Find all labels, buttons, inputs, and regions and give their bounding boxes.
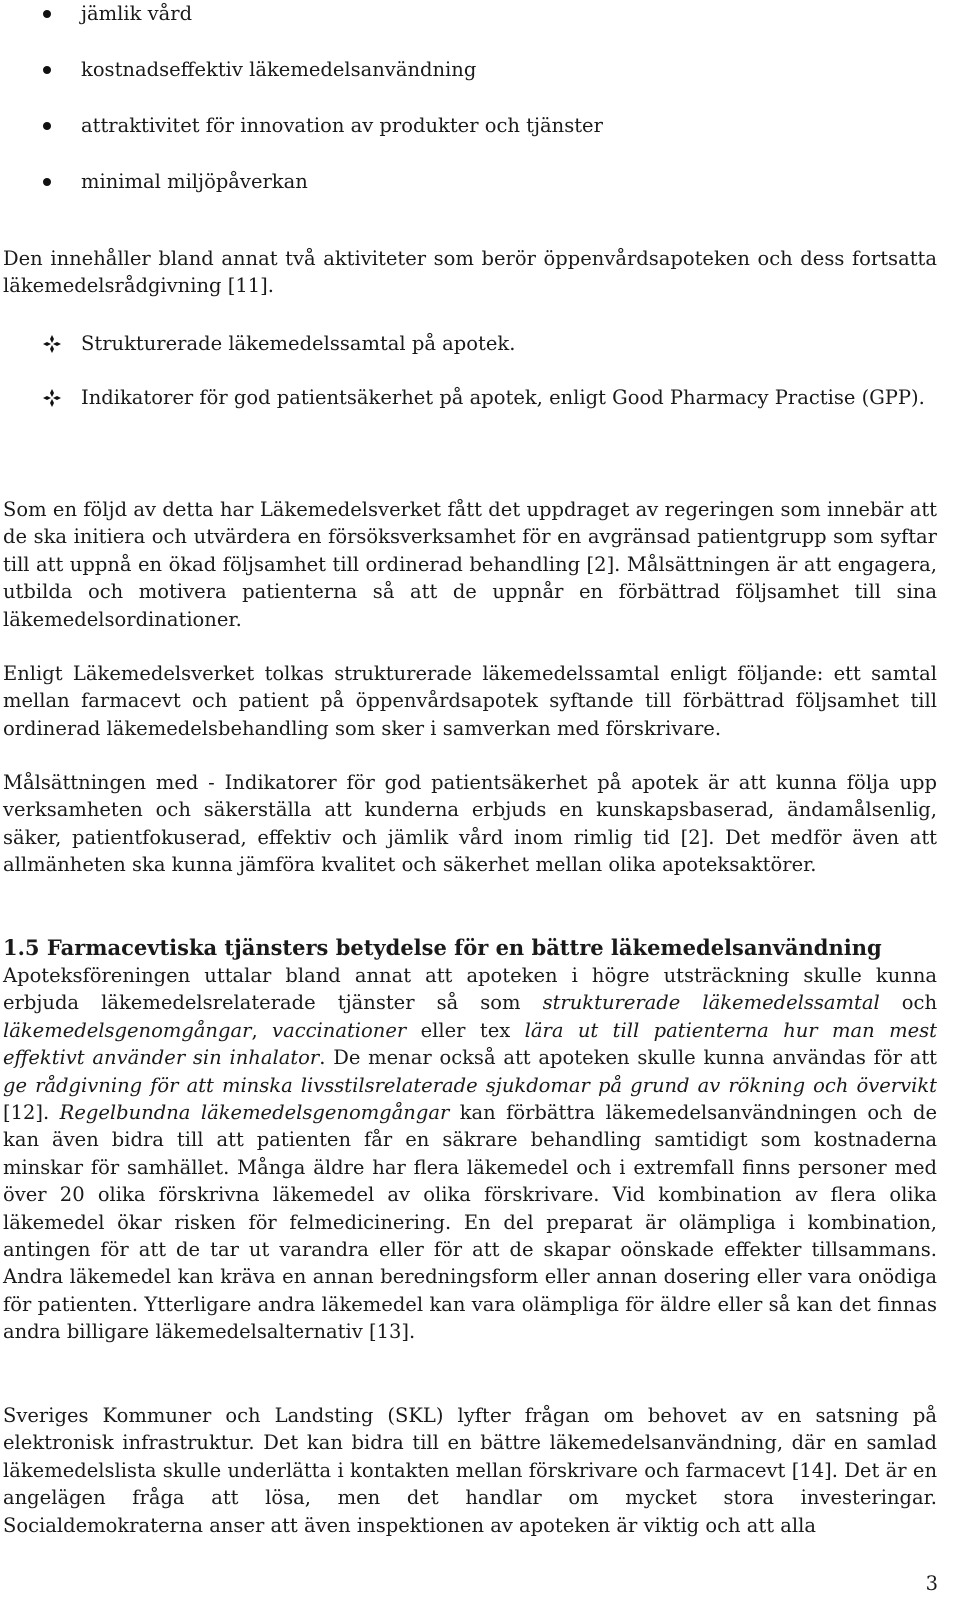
list-item [3, 0, 937, 56]
italic-text-run: läkemedelsgenomgångar [3, 1018, 252, 1042]
diamond-bullet-icon [43, 335, 61, 353]
page-number: 3 [925, 1572, 938, 1595]
bullet-icon [43, 66, 51, 74]
diamond-bullet-icon [43, 389, 61, 407]
text-run: . De menar också att apoteken skulle kunna användas för att [319, 1046, 937, 1070]
text-run: , [251, 1018, 273, 1042]
list-item-text: kostnadseffektiv läkemedelsanvändning [81, 58, 477, 81]
italic-text-run: Regelbundna läkemedelsgenomgångar [59, 1101, 450, 1125]
italic-text-run: lära ut till patienterna hur man mest effektivt använder sin inhalator [3, 1018, 937, 1070]
section-heading [3, 933, 937, 963]
list-item-text: Strukturerade läkemedelssamtal på apotek. [81, 332, 516, 355]
body-paragraph: Enligt Läkemedelsverket tolkas strukturerade läkemedelssamtal enligt följande: ett samtal mellan farmacevt och patient på öppenvårdsapotek syftande till förbättrad följsamhet till ordinerad läkemedelsbehandling som sker i samverkan med förskrivare. [3, 662, 937, 740]
list-item [3, 168, 937, 224]
activities-list [3, 330, 937, 438]
body-paragraph: Sveriges Kommuner och Landsting (SKL) lyfter frågan om behovet av en satsning på elektronisk infrastruktur. Det kan bidra till en bättre läkemedelsanvändning, där en samlad läkemedelslista skulle underlätta i kontakten mellan förskrivare och farmacevt [14]. Det är en angelägen fråga att lösa, men det handlar om mycket stora investeringar. Socialdemokraterna anser att även inspektionen av apoteken är viktig och att alla [3, 1404, 937, 1537]
bullet-icon [43, 178, 51, 186]
text-run: eller tex [406, 1018, 525, 1042]
list-item [3, 330, 937, 358]
body-paragraph: Målsättningen med - Indikatorer för god patientsäkerhet på apotek är att kunna följa upp verksamheten och säkerställa att kunderna erbjuds en kunskapsbaserad, ändamålsenlig, säker, patientfokuserad, effektiv och jämlik vård inom rimlig tid [2]. Det medför även att allmänheten ska kunna jämföra kvalitet och säkerhet mellan olika apoteksaktörer. [3, 771, 937, 877]
italic-text-run: strukturerade läkemedelssamtal [542, 991, 880, 1015]
intro-paragraph: Den innehåller bland annat två aktiviteter som berör öppenvårdsapoteken och dess fortsatta läkemedelsrådgivning [11]. [3, 247, 937, 298]
italic-text-run: ge rådgivning för att minska livsstilsrelaterade sjukdomar på grund av rökning och övervikt [3, 1073, 937, 1097]
list-item [3, 112, 937, 168]
list-item [3, 384, 937, 412]
text-run: Apoteksföreningen uttalar bland annat att apoteken i högre utsträckning skulle kunna erbjuda läkemedelsrelaterade tjänster så som [3, 964, 937, 1015]
goals-bullet-list [3, 0, 937, 224]
body-paragraph: Som en följd av detta har Läkemedelsverket fått det uppdraget av regeringen som innebär att de ska initiera och utvärdera en försöksverksamhet för en avgränsad patientgrupp som syftar till att uppnå en ökad följsamhet till ordinerad behandling [2]. Målsättningen är att engagera, utbilda och motivera patienterna så att de uppnår en förbättrad följsamhet till sina läkemedelsordinationer. [3, 498, 937, 631]
list-item-text: attraktivitet för innovation av produkter och tjänster [81, 114, 603, 137]
text-run: och [879, 991, 938, 1015]
section-number: 1.5 [3, 935, 40, 960]
text-run: kan förbättra läkemedelsanvändningen och de kan även bidra till att patienten får en säkrare behandling samtidigt som kostnaderna minskar för samhället. Många äldre har flera läkemedel och i extremfall finns personer med över 20 olika förskrivna läkemedel av olika förskrivare. Vid kombination av flera olika läkemedel ökar risken för felmedicinering. En del preparat är olämpliga i kombination, antingen för att de tar ut varandra eller för att de skapar oönskade effekter tillsammans. Andra läkemedel kan kräva en annan beredningsform eller annan dosering eller vara onödiga för patienten. Ytterligare andra läkemedel kan vara olämpliga för äldre eller så kan det finnas andra billigare läkemedelsalternativ [13]. [3, 1101, 938, 1344]
list-item-text: minimal miljöpåverkan [81, 170, 308, 193]
bullet-icon [43, 10, 51, 18]
document-page [3, 0, 938, 1537]
italic-text-run: vaccinationer [272, 1018, 407, 1042]
list-item-text: Indikatorer för god patientsäkerhet på apotek, enligt Good Pharmacy Practise (GPP). [81, 386, 925, 409]
list-item-text: jämlik vård [81, 2, 193, 25]
list-item [3, 56, 937, 112]
body-paragraph [3, 962, 937, 1346]
text-run: [12]. [3, 1101, 60, 1125]
bullet-icon [43, 122, 51, 130]
section-title: Farmacevtiska tjänsters betydelse för en bättre läkemedelsanvändning [46, 935, 882, 960]
